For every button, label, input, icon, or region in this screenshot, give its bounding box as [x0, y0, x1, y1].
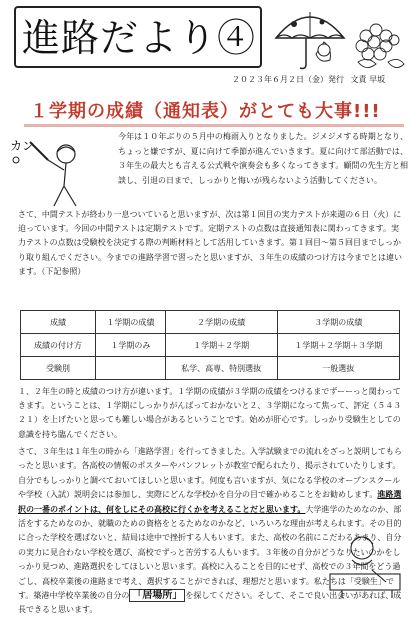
table-cell: 一般選抜 — [277, 357, 399, 380]
table-cell: 成績の付け方 — [21, 334, 96, 357]
ibasho-highlight: 「居場所」 — [129, 589, 185, 602]
table-cell: 私学、高専、特別選抜 — [165, 357, 277, 380]
author: 文責 早坂 — [350, 75, 386, 84]
career-key-point: 進路選択の一番のポイントは、何をしにその高校に行くかを考えることだと思います。 — [18, 490, 402, 514]
table-cell: １学期のみ — [96, 334, 166, 357]
grading-paragraph: １、２年生の時と成績のつけ方が違います。１学期の成績が３学期の成績をつけるまでずーーっと関わってきます。ということは、１学期にしっかりがんばっておかないと２、３学期になって焦って、評定（５４３２１）を上げたいと思っても難しい場合があるということです。始めが肝心です。しっかり受験生としての意識を持ち臨んでください。 — [18, 387, 402, 439]
table-cell: １学期＋２学期＋３学期 — [277, 334, 399, 357]
table-header-cell: １学期の成績 — [96, 311, 166, 334]
table-header-cell: ２学期の成績 — [165, 311, 277, 334]
table-cell — [96, 357, 166, 380]
umbrella-illustration — [270, 4, 350, 76]
page-title: 進路だより④ — [22, 16, 257, 60]
issue-dateline — [232, 74, 389, 85]
career-text-a: さて、３年生は１年生の時から「進路学習」を行ってきました。入学試験までの流れをざっと説明してもらったと思います。各高校の情報のポスターやパンフレットが教室で配られたり、掲示されていたりします。自分でもしっかりと調べておいてほしいと思います。何度も言いますが、気になる学校のオープンスクールや学校（入試）説明会には参加し、実際にどんな学校かを自分の目で確かめることをお勧めします。 — [18, 447, 402, 500]
headline: １学期の成績（通知表）がとても大事!!! — [30, 101, 381, 122]
hydrangea-illustration — [348, 18, 408, 74]
table-row — [21, 311, 400, 334]
table-row — [21, 357, 400, 380]
issue-date: ２０２３年６月２日（金）発行 — [232, 75, 344, 84]
table-header-cell: ３学期の成績 — [277, 311, 399, 334]
grades-table — [20, 310, 400, 380]
test-paragraph: さて、中間テストが終わり一息ついていると思いますが、次は第１回目の実力テストが来週の６日（火）に迫っています。今回の中間テストは定期テストです。定期テストの点数は直接通知表に関わってきます。実力テストの点数は受験校を決定する際の判断材料として活用していきます。第１回目〜第５回目までしっかり取り組んでください。今までの進路学習で習ったと思いますが、３年生の成績のつけ方は今までとは違います。（下記参照） — [18, 210, 402, 276]
table-header-cell: 成績 — [21, 311, 96, 334]
table-cell: 受験別 — [21, 357, 96, 380]
table-row — [21, 334, 400, 357]
headline-underline — [24, 124, 404, 127]
batter-illustration — [8, 130, 108, 210]
table-cell: １学期＋２学期 — [165, 334, 277, 357]
intro-paragraph: 今年は１０年ぶりの５月中の梅雨入りとなりました。ジメジメする時期となり、ちょっと嫌ですが、夏に向けて季節が進んでいきます。夏に向けて部活動では、３年生の最大とも言える公式戦や演奏会も多くなってきます。顧問の先生方と相談し、引退の日まで、しっかりと悔いが残らないよう活動してください。 — [118, 132, 408, 185]
career-text-b: 大学進学のためなのか、部活をするためなのか、就職のための資格をとるためなのかなど、いろいろな理由が考えられます。その目的に合った学校を選ばないと、結局は途中で挫折する人もいます。また、高校の名前にこだわるあまり、自分の実力に見合わない学校を選び、高校でずっと苦労する人もいます。３年後の自分がどうなりたいのかをしっかり見つめ、進路選択をしてほしいと思います。高校に入ることを目的にせず、高校での３年間をどう過ごし、高校卒業後の進路まで考え、選択することができれば、理想だと思います。私たちは「受験生」です。築港中学校卒業後の自分の — [18, 504, 402, 601]
career-text-c: を探してください。そして、そこで良い出会いがあれば、成長できると思います。 — [18, 591, 402, 615]
title-box — [14, 6, 262, 68]
student-studying-illustration — [312, 530, 412, 600]
batter-sound-effect: カン — [10, 139, 35, 153]
